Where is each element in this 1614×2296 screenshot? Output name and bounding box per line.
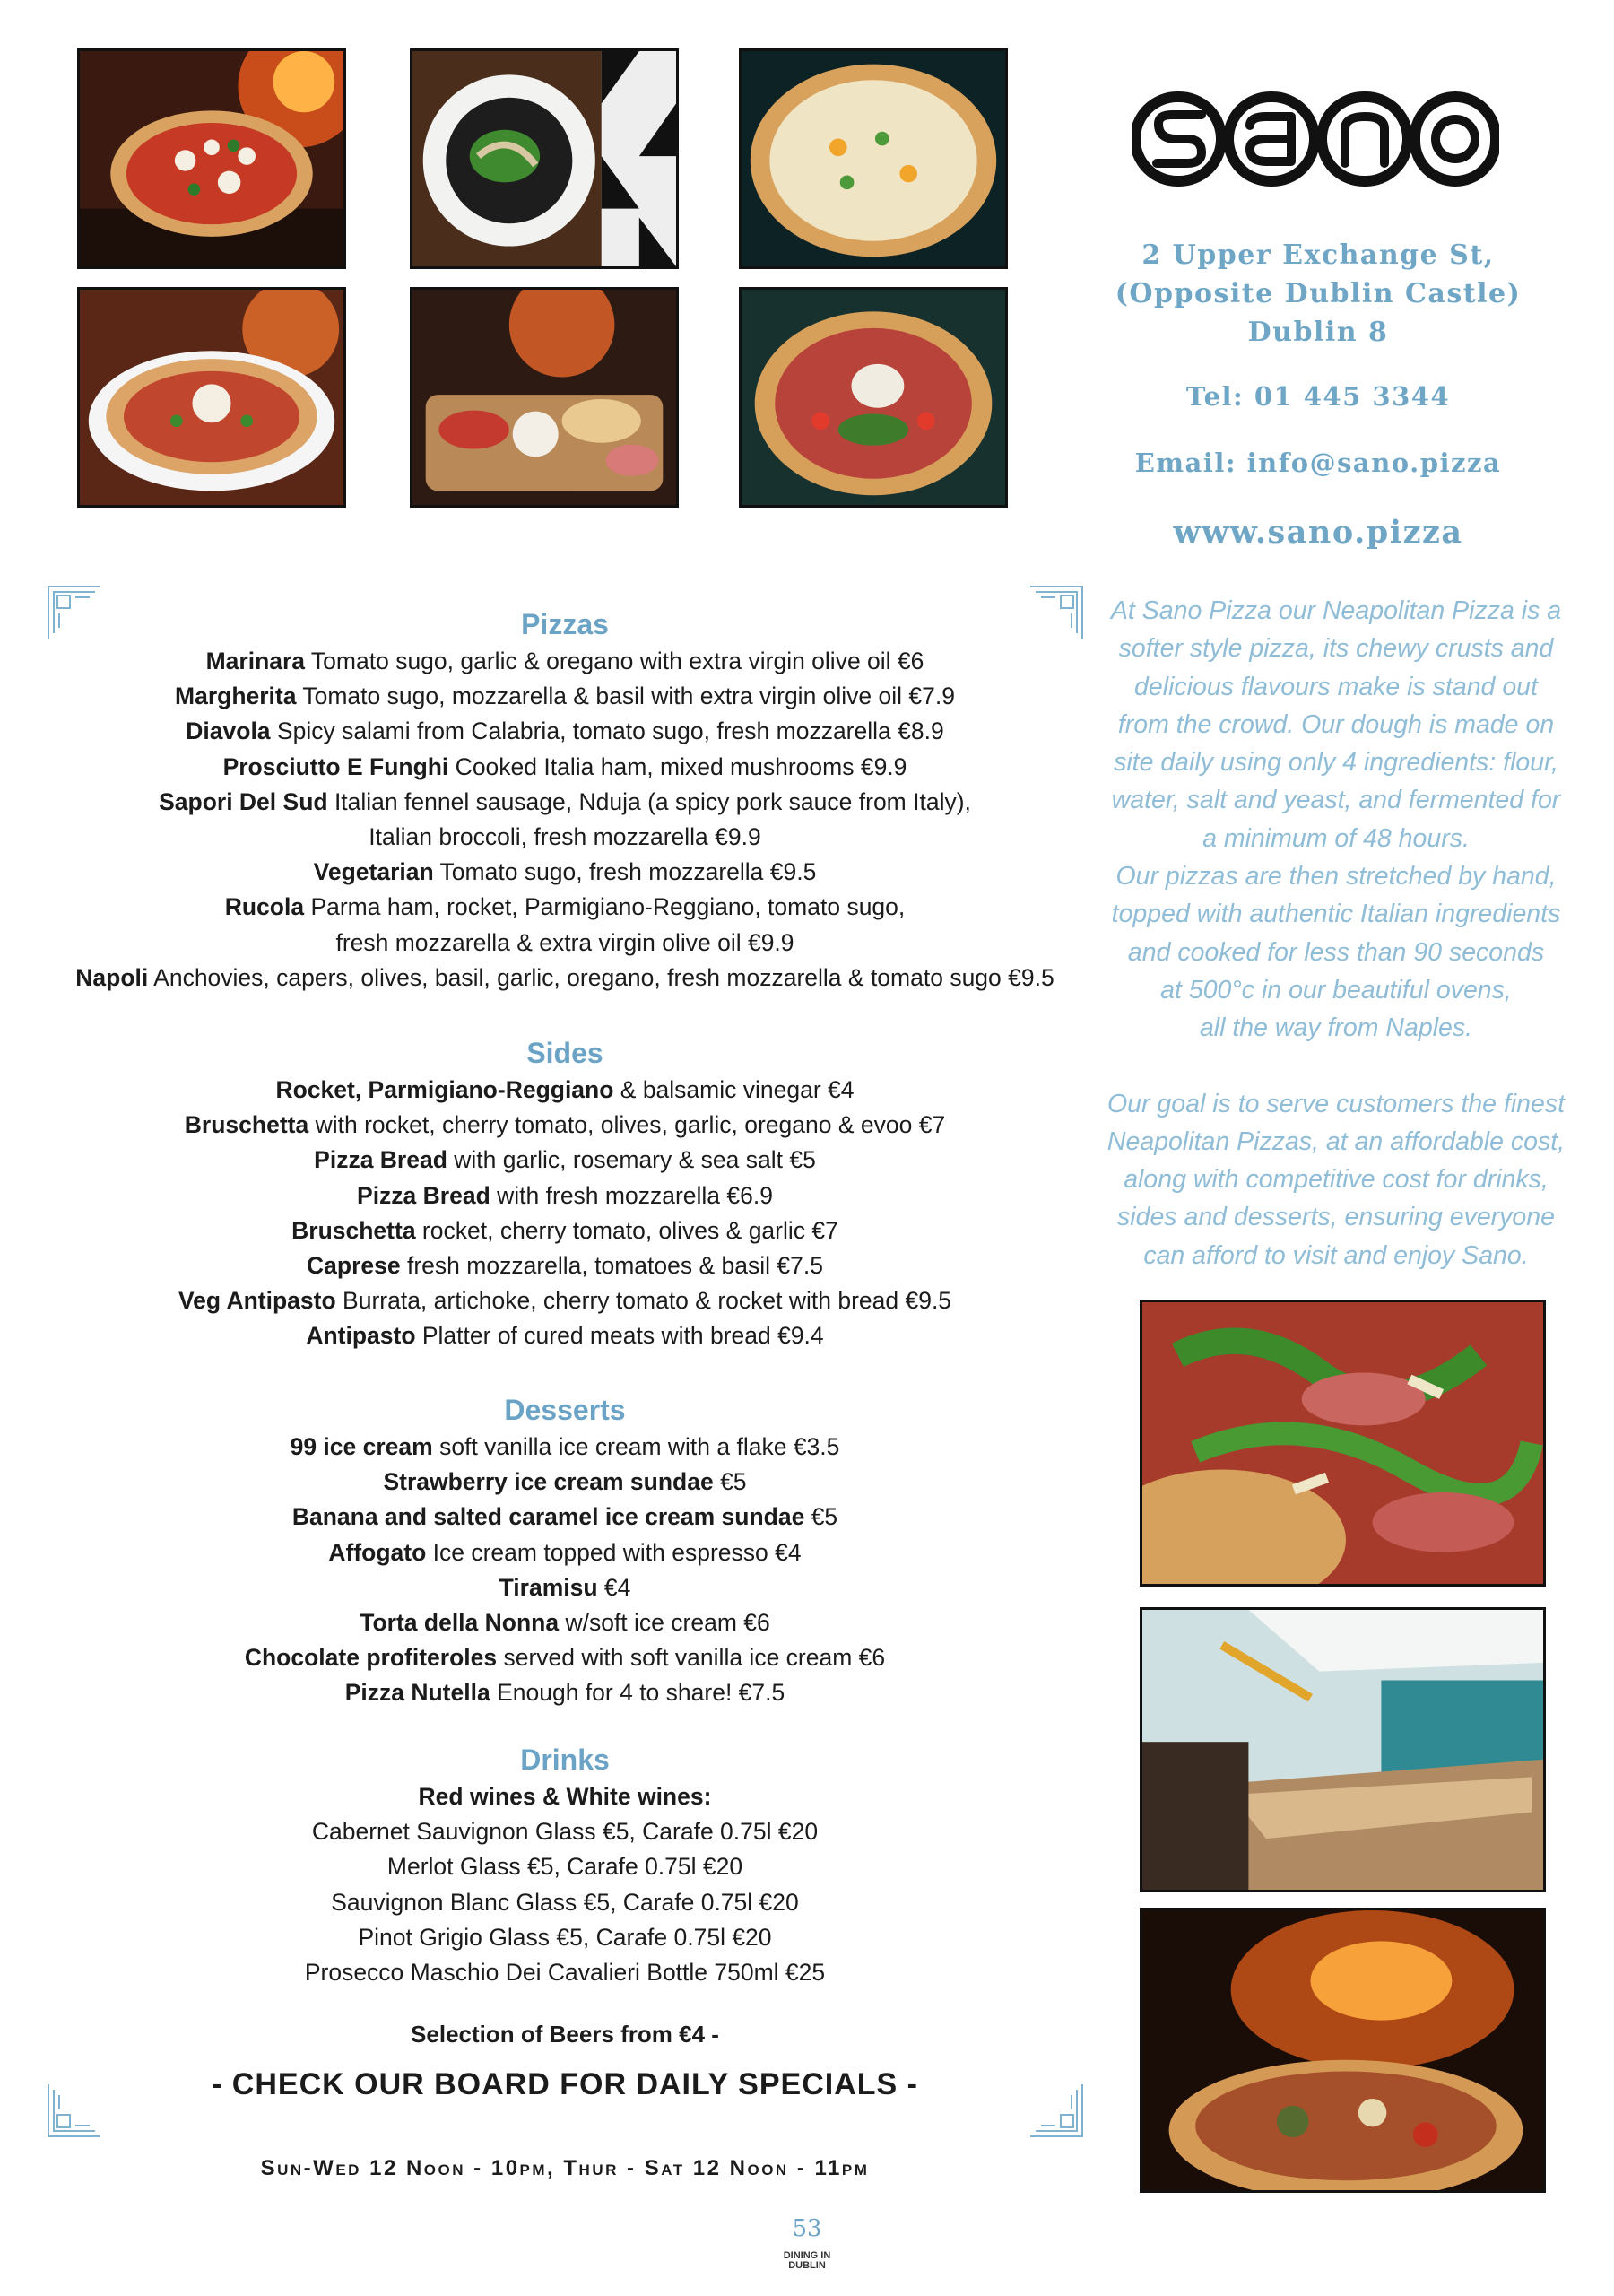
menu-item: Banana and salted caramel ice cream sundae €5 <box>291 1503 838 1531</box>
menu-item-continued: Italian broccoli, fresh mozzarella €9.9 <box>369 823 761 851</box>
wines-subheading: Red wines & White wines: <box>418 1783 712 1810</box>
menu-item: Napoli Anchovies, capers, olives, basil, garlic, oregano, fresh mozzarella & tomato sugo €9.5 <box>75 963 1054 991</box>
menu-item: Affogato Ice cream topped with espresso €4 <box>328 1538 802 1566</box>
address-block <box>1103 236 1533 352</box>
about-line: a minimum of 48 hours. <box>1202 823 1470 853</box>
desserts-section <box>54 1390 1076 1711</box>
address-line-2: (Opposite Dublin Castle) <box>1115 278 1522 309</box>
photo-antipasto-board <box>410 287 679 508</box>
drink-item: Sauvignon Blanc Glass €5, Carafe 0.75l €20 <box>331 1888 799 1916</box>
menu-item: Pizza Nutella Enough for 4 to share! €7.5 <box>344 1679 785 1707</box>
about-line: at 500°c in our beautiful ovens, <box>1160 975 1512 1004</box>
about-line: from the crowd. Our dough is made on <box>1117 709 1555 739</box>
menu-item: Pizza Bread with garlic, rosemary & sea salt €5 <box>314 1146 816 1174</box>
photo-rocket-prosciutto-closeup <box>1140 1300 1546 1587</box>
menu-item: Sapori Del Sud Italian fennel sausage, Nduja (a spicy pork sauce from Italy), <box>159 787 971 815</box>
opening-hours: Sun-Wed 12 Noon - 10pm, Thur - Sat 12 Noon - 11pm <box>260 2156 870 2180</box>
photo-white-pizza <box>739 48 1008 269</box>
about-line: and cooked for less than 90 seconds <box>1127 937 1545 967</box>
about-line: along with competitive cost for drinks, <box>1124 1165 1549 1195</box>
menu-item: Prosciutto E Funghi Cooked Italia ham, mixed mushrooms €9.9 <box>222 752 907 780</box>
photo-pizza-by-oven <box>77 287 346 508</box>
about-line: sides and desserts, ensuring everyone <box>1117 1203 1555 1232</box>
magazine-mark <box>771 2251 843 2271</box>
drink-item: Prosecco Maschio Dei Cavalieri Bottle 750ml €25 <box>304 1959 826 1987</box>
daily-specials-banner: - CHECK OUR BOARD FOR DAILY SPECIALS - <box>212 2067 918 2101</box>
about-line: can afford to visit and enjoy Sano. <box>1143 1240 1529 1270</box>
about-text <box>1103 592 1569 1274</box>
section-title-desserts: Desserts <box>504 1394 626 1426</box>
drink-item: Pinot Grigio Glass €5, Carafe 0.75l €20 <box>358 1923 772 1951</box>
drink-item: Merlot Glass €5, Carafe 0.75l €20 <box>386 1853 743 1881</box>
telephone[interactable]: Tel: 01 445 3344 <box>1185 381 1451 412</box>
about-line: topped with authentic Italian ingredients <box>1111 900 1561 929</box>
menu-item: Strawberry ice cream sundae €5 <box>383 1468 747 1496</box>
photo-prosciutto-pizza <box>739 287 1008 508</box>
email[interactable]: Email: info@sano.pizza <box>1134 448 1502 478</box>
about-line: delicious flavours make is stand out <box>1134 672 1538 701</box>
menu-item: Margherita Tomato sugo, mozzarella & basil with extra virgin olive oil €7.9 <box>175 683 955 710</box>
beers-note: Selection of Beers from €4 - <box>411 2021 719 2048</box>
address-line-1: 2 Upper Exchange St, <box>1141 239 1495 271</box>
menu-item: Caprese fresh mozzarella, tomatoes & basil €7.5 <box>307 1252 823 1280</box>
drinks-section <box>54 1740 1076 1990</box>
page-number: 53 <box>792 2215 822 2242</box>
menu-item: Vegetarian Tomato sugo, fresh mozzarella €9.5 <box>313 858 817 886</box>
about-line: water, salt and yeast, and fermented for <box>1111 786 1561 815</box>
about-line-spacer <box>1103 1048 1569 1085</box>
about-line: all the way from Naples. <box>1199 1013 1473 1043</box>
website-link[interactable]: www.sano.pizza <box>1173 514 1463 551</box>
photo-pizza-in-oven <box>1140 1908 1546 2193</box>
about-line: Our goal is to serve customers the finest <box>1106 1089 1566 1118</box>
drink-item: Cabernet Sauvignon Glass €5, Carafe 0.75l €20 <box>311 1818 819 1846</box>
about-line: Neapolitan Pizzas, at an affordable cost, <box>1106 1126 1566 1156</box>
menu-item: Torta della Nonna w/soft ice cream €6 <box>360 1609 770 1637</box>
menu-item: Bruschetta rocket, cherry tomato, olives & garlic €7 <box>291 1216 838 1244</box>
section-title-drinks: Drinks <box>520 1744 610 1776</box>
section-title-pizzas: Pizzas <box>521 608 609 640</box>
menu-item: Bruschetta with rocket, cherry tomato, olives, garlic, oregano & evoo €7 <box>184 1111 946 1139</box>
magazine-line-2: DUBLIN <box>788 2260 826 2271</box>
about-line: Our pizzas are then stretched by hand, <box>1115 862 1557 891</box>
menu-item: Tiramisu €4 <box>499 1573 631 1601</box>
about-line: softer style pizza, its chewy crusts and <box>1118 634 1554 664</box>
about-line: At Sano Pizza our Neapolitan Pizza is a <box>1110 596 1562 625</box>
menu-item-continued: fresh mozzarella & extra virgin olive oil €9.9 <box>335 928 794 956</box>
about-line: site daily using only 4 ingredients: flour, <box>1114 748 1558 778</box>
menu-item: Antipasto Platter of cured meats with bread €9.4 <box>306 1322 824 1350</box>
section-title-sides: Sides <box>526 1037 603 1069</box>
menu-item: Diavola Spicy salami from Calabria, tomato sugo, fresh mozzarella €8.9 <box>186 718 944 745</box>
menu-item: Marinara Tomato sugo, garlic & oregano with extra virgin olive oil €6 <box>205 648 924 674</box>
photo-salad-plate <box>410 48 679 269</box>
sides-section <box>54 1033 1076 1354</box>
menu-item: Rocket, Parmigiano-Reggiano & balsamic vinegar €4 <box>275 1076 855 1103</box>
address-line-3: Dublin 8 <box>1247 317 1389 348</box>
menu-item: Veg Antipasto Burrata, artichoke, cherry tomato & rocket with bread €9.5 <box>178 1287 952 1315</box>
magazine-line-1: DINING IN <box>783 2250 831 2261</box>
sano-logo <box>1132 90 1499 188</box>
menu-item: Rucola Parma ham, rocket, Parmigiano-Reggiano, tomato sugo, <box>224 893 906 921</box>
menu-item: Pizza Bread with fresh mozzarella €6.9 <box>357 1181 773 1209</box>
photo-restaurant-interior <box>1140 1607 1546 1892</box>
pizzas-section <box>54 604 1076 996</box>
photo-pizza-on-peel <box>77 48 346 269</box>
menu-item: Chocolate profiteroles served with soft vanilla ice cream €6 <box>244 1644 886 1672</box>
menu-item: 99 ice cream soft vanilla ice cream with a flake €3.5 <box>290 1433 840 1460</box>
